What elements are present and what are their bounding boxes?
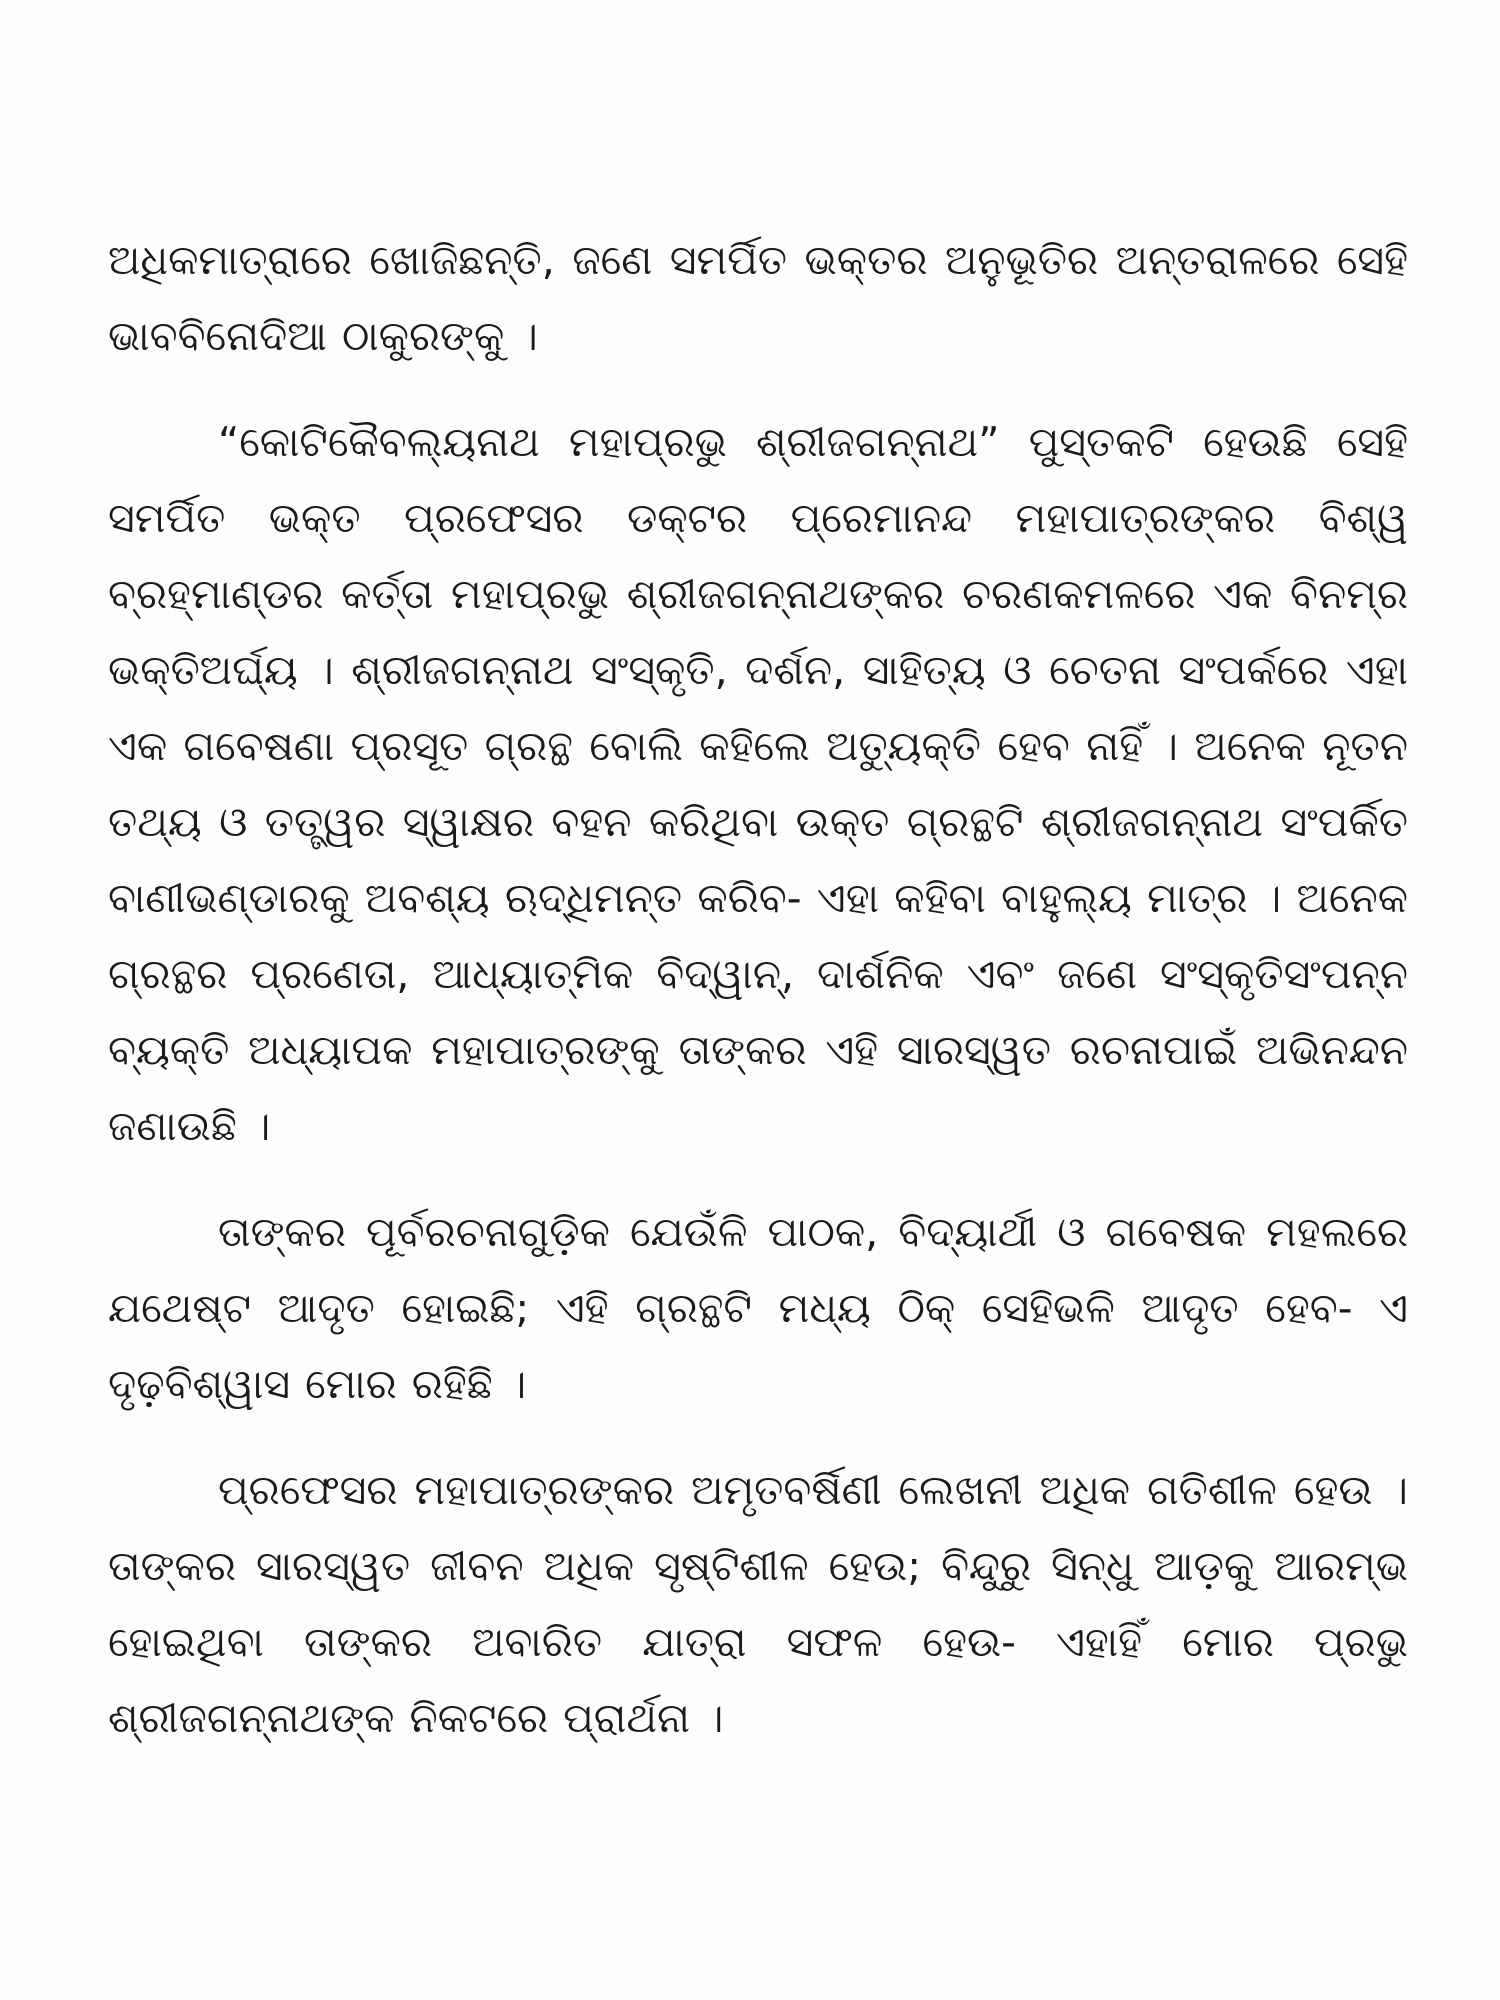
paragraph-2: “କୋଟିକୈବଲ୍ୟନାଥ ମହାପ୍ରଭୁ ଶ୍ରୀଜଗନ୍ନାଥ” ପୁସ୍ତକଟି ହେଉଛି ସେହି ସମର୍ପିତ ଭକ୍ତ ପ୍ରଫେସର ଡକ୍ଟର ପ୍ରେମାନନ୍ଦ ମହାପାତ୍ରଙ୍କର ବିଶ୍ୱ ବ୍ରହ୍ମାଣ୍ଡର କର୍ତ୍ତା ମହାପ୍ରଭୁ ଶ୍ରୀଜଗନ୍ନାଥଙ୍କର ଚରଣକମଳରେ ଏକ ବିନମ୍ର ଭକ୍ତିଅର୍ଘ୍ୟ । ଶ୍ରୀଜଗନ୍ନାଥ ସଂସ୍କୃତି, ଦର୍ଶନ, ସାହିତ୍ୟ ଓ ଚେତନା ସଂପର୍କରେ ଏହା ଏକ ଗବେଷଣା ପ୍ରସୂତ ଗ୍ରନ୍ଥ ବୋଲି କହିଲେ ଅତ୍ୟୁକ୍ତି ହେବ ନାହିଁ । ଅନେକ ନୂତନ ତଥ୍ୟ ଓ ତତ୍ତ୍ୱର ସ୍ୱାକ୍ଷର ବହନ କରିଥିବା ଉକ୍ତ ଗ୍ରନ୍ଥଟି ଶ୍ରୀଜଗନ୍ନାଥ ସଂପର୍କିତ ବାଣୀଭଣ୍ଡାରକୁ ଅବଶ୍ୟ ଋଦ୍ଧିମନ୍ତ କରିବ- ଏହା କହିବା ବାହୁଲ୍ୟ ମାତ୍ର । ଅନେକ ଗ୍ରନ୍ଥର ପ୍ରଣେତା, ଆଧ୍ୟାତ୍ମିକ ବିଦ୍ୱାନ୍, ଦାର୍ଶନିକ ଏବଂ ଜଣେ ସଂସ୍କୃତିସଂପନ୍ନ ବ୍ୟକ୍ତି ଅଧ୍ୟାପକ ମହାପାତ୍ରଙ୍କୁ ତାଙ୍କର ଏହି ସାରସ୍ୱତ ରଚନାପାଇଁ ଅଭିନନ୍ଦନ ଜଣାଉଛି । [108,418,1408,1150]
paragraph-4: ପ୍ରଫେସର ମହାପାତ୍ରଙ୍କର ଅମୃତବର୍ଷିଣୀ ଲେଖନୀ ଅଧିକ ଗତିଶୀଳ ହେଉ । ତାଙ୍କର ସାରସ୍ୱତ ଜୀବନ ଅଧିକ ସୃଷ୍ଟିଶୀଳ ହେଉ; ବିନ୍ଦୁରୁ ସିନ୍ଧୁ ଆଡ଼କୁ ଆରମ୍ଭ ହୋଇଥିବା ତାଙ୍କର ଅବାରିତ ଯାତ୍ରା ସଫଳ ହେଉ- ଏହାହିଁ ମୋର ପ୍ରଭୁ ଶ୍ରୀଜଗନ୍ନାଥଙ୍କ ନିକଟରେ ପ୍ରାର୍ଥନା । [108,1466,1408,1742]
paragraph-3: ତାଙ୍କର ପୂର୍ବରଚନାଗୁଡ଼ିକ ଯେଉଁଳି ପାଠକ, ବିଦ୍ୟାର୍ଥୀ ଓ ଗବେଷକ ମହଲରେ ଯଥେଷ୍ଟ ଆଦୃତ ହୋଇଛି; ଏହି ଗ୍ରନ୍ଥଟି ମଧ୍ୟ ଠିକ୍ ସେହିଭଳି ଆଦୃତ ହେବ- ଏ ଦୃଢ଼ବିଶ୍ୱାସ ମୋର ରହିଛି । [108,1208,1408,1408]
body-text [108,222,1408,1756]
paragraph-1: ଅଧିକମାତ୍ରାରେ ଖୋଜିଛନ୍ତି, ଜଣେ ସମର୍ପିତ ଭକ୍ତର ଅନୁଭୂତିର ଅନ୍ତରାଳରେ ସେହି ଭାବବିନୋଦିଆ ଠାକୁରଙ୍କୁ । [108,236,1408,360]
